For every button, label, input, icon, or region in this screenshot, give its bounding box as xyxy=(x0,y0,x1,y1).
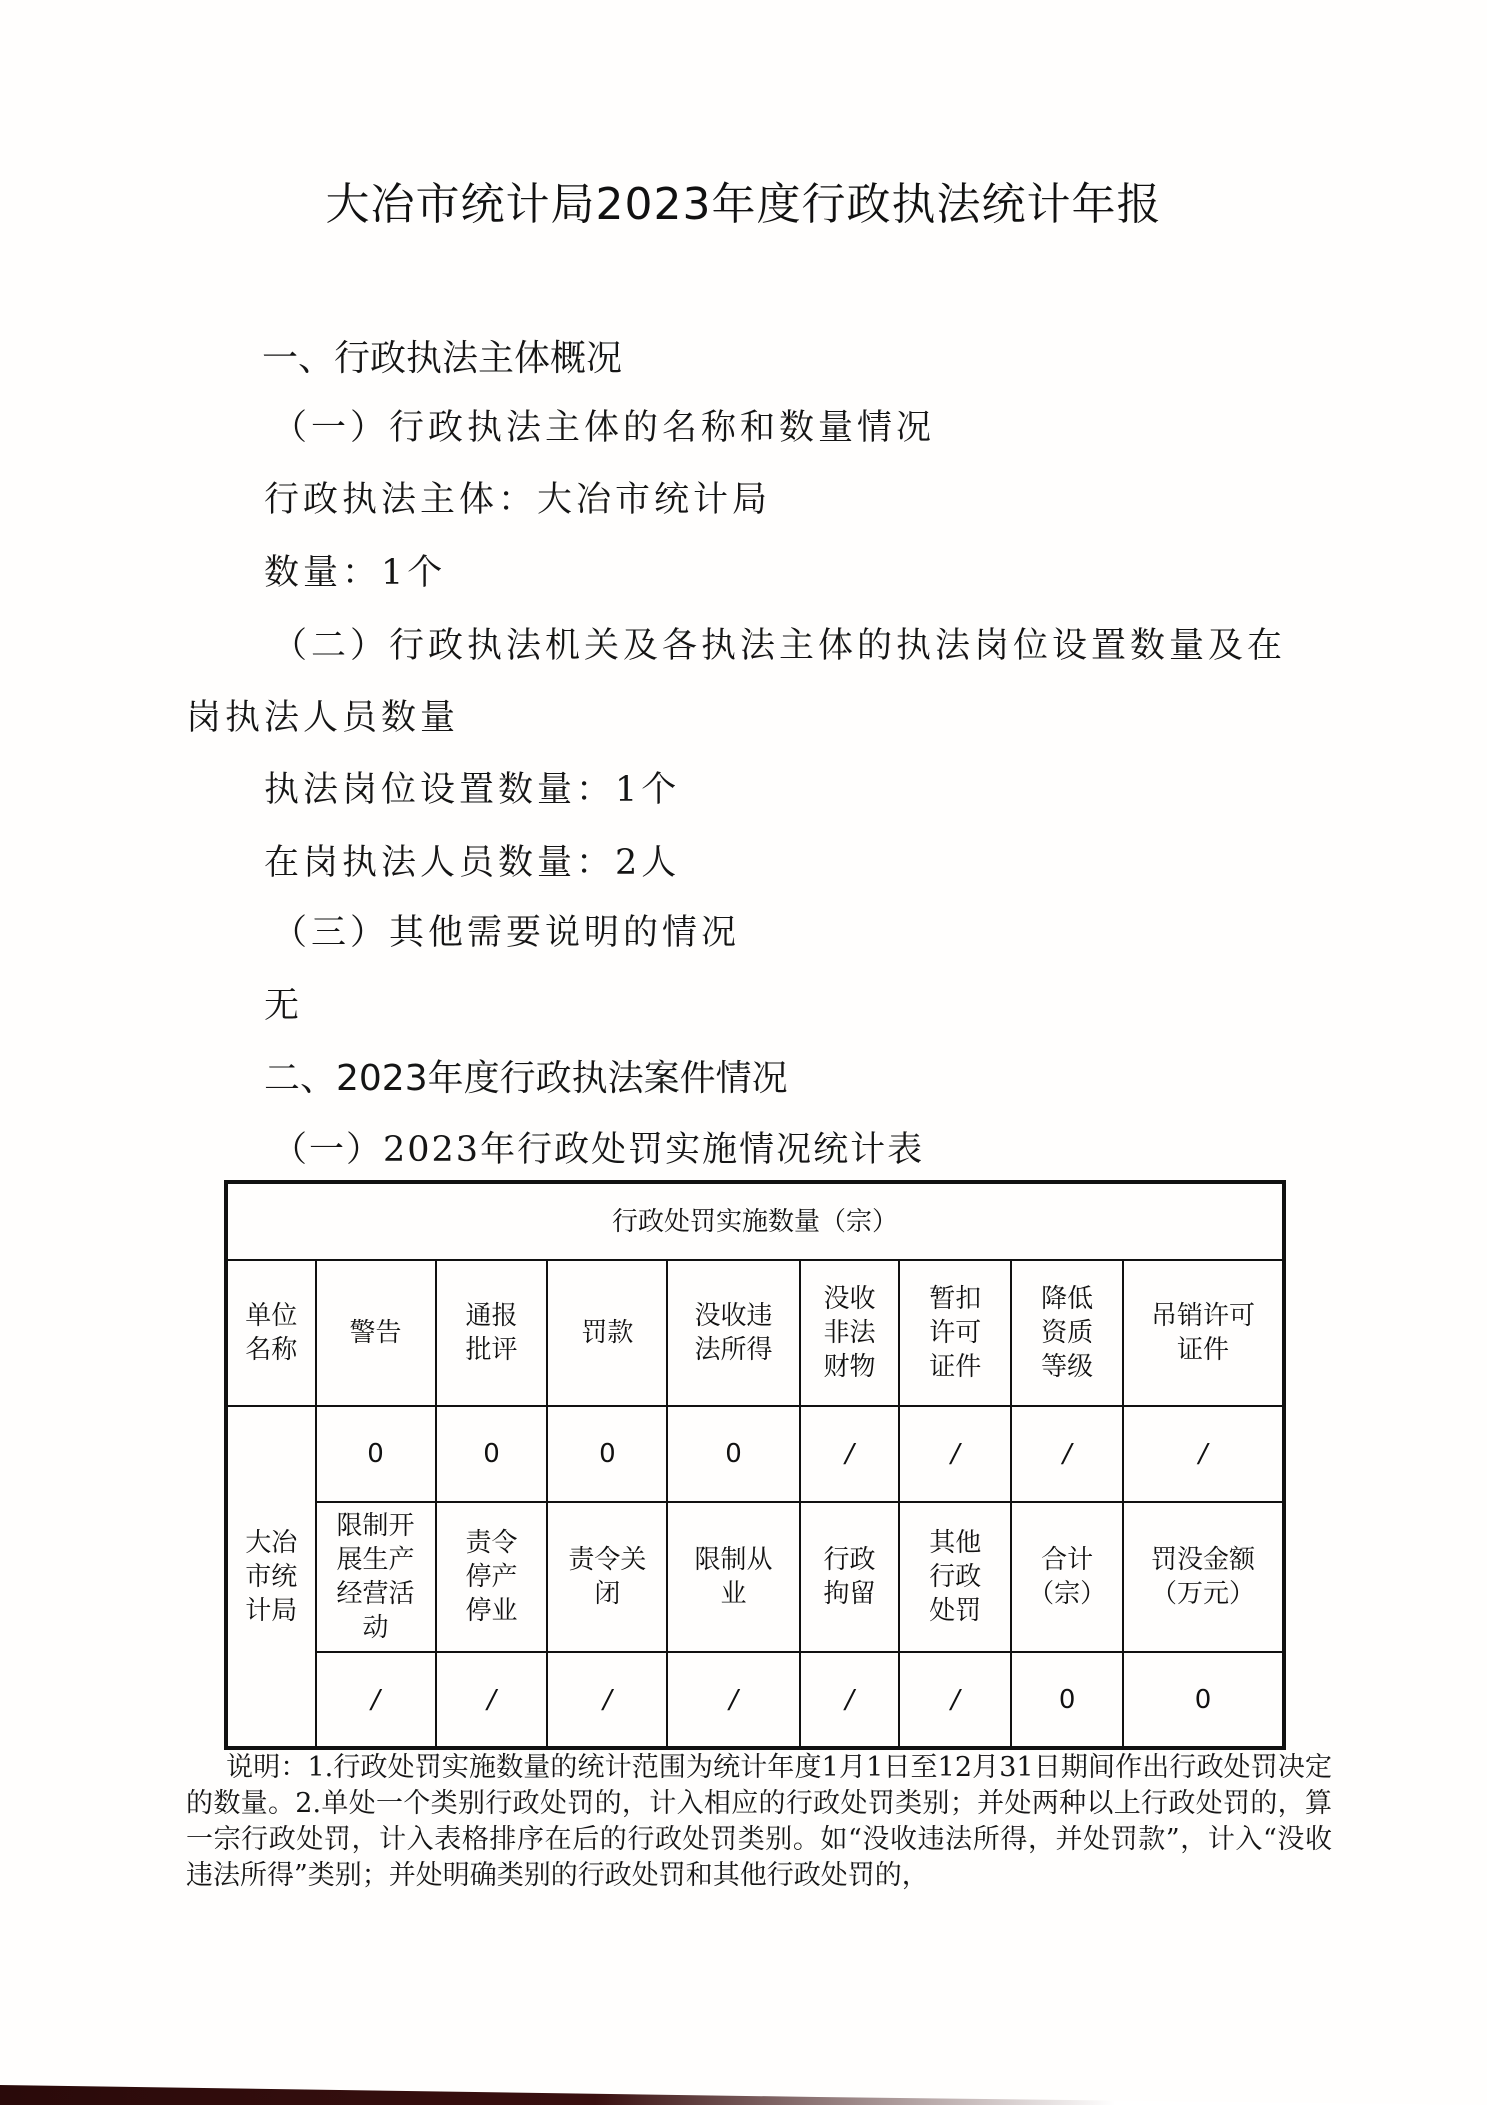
section2-sub1-heading: （一）2023年行政处罚实施情况统计表 xyxy=(272,1130,925,1170)
penalty-statistics-table xyxy=(224,1180,1286,1750)
notes-text: 说明：1.行政处罚实施数量的统计范围为统计年度1月1日至12月31日期间作出行政处罚决定的数量。2.单处一个类别行政处罚的，计入相应的行政处罚类别；并处两种以上行政处罚的，算一宗行政处罚，计入表格排序在后的行政处罚类别。如“没收违法所得，并处罚款”，计入“没收违法所得”类别；并处明确类别的行政处罚和其他行政处罚的， xyxy=(186,1752,1332,1891)
value-warning: 0 xyxy=(316,1406,436,1502)
header-notice-criticism: 通报 批评 xyxy=(436,1260,548,1406)
value-order-closure: / xyxy=(547,1652,667,1748)
header-warning: 警告 xyxy=(316,1260,436,1406)
table-caption: 行政处罚实施数量（宗） xyxy=(226,1182,1284,1260)
section1-sub3-content: 无 xyxy=(264,986,304,1026)
section1-sub3-heading: （三）其他需要说明的情况 xyxy=(272,913,741,953)
table-header-row xyxy=(226,1260,1284,1406)
header-suspend-license: 暂扣 许可 证件 xyxy=(899,1260,1011,1406)
header-total-cases: 合计 （宗） xyxy=(1011,1502,1123,1652)
posts-count-line: 执法岗位设置数量：1个 xyxy=(264,770,681,810)
value-administrative-detention: / xyxy=(800,1652,900,1748)
table-notes xyxy=(186,1750,1332,1894)
section1-sub2-heading-line2: 岗执法人员数量 xyxy=(186,698,460,738)
value-restrict-production: / xyxy=(316,1652,436,1748)
section1-sub2-heading-line1: （二）行政执法机关及各执法主体的执法岗位设置数量及在 xyxy=(272,626,1287,666)
unit-name-cell: 大冶 市统 计局 xyxy=(226,1406,316,1748)
value-restrict-employment: / xyxy=(667,1652,799,1748)
header-administrative-detention: 行政 拘留 xyxy=(800,1502,900,1652)
header-fine: 罚款 xyxy=(547,1260,667,1406)
table-row xyxy=(226,1652,1284,1748)
value-lower-qualification: / xyxy=(1011,1406,1123,1502)
table-header-row xyxy=(226,1502,1284,1652)
header-order-closure: 责令关 闭 xyxy=(547,1502,667,1652)
scan-edge-shadow xyxy=(0,2085,1487,2105)
value-notice-criticism: 0 xyxy=(436,1406,548,1502)
table-row xyxy=(226,1406,1284,1502)
header-confiscate-illegal-property: 没收 非法 财物 xyxy=(800,1260,900,1406)
header-order-suspension: 责令 停产 停业 xyxy=(436,1502,548,1652)
header-lower-qualification: 降低 资质 等级 xyxy=(1011,1260,1123,1406)
enforcement-subject-line: 行政执法主体：大冶市统计局 xyxy=(264,480,772,520)
subject-count-line: 数量：1个 xyxy=(264,553,447,593)
value-revoke-license: / xyxy=(1123,1406,1284,1502)
header-confiscate-illegal-gains: 没收违 法所得 xyxy=(667,1260,799,1406)
value-confiscate-illegal-gains: 0 xyxy=(667,1406,799,1502)
section1-heading: 一、行政执法主体概况 xyxy=(262,338,623,379)
header-restrict-production: 限制开 展生产 经营活 动 xyxy=(316,1502,436,1652)
section2-heading: 二、2023年度行政执法案件情况 xyxy=(264,1058,788,1099)
header-fine-amount: 罚没金额 （万元） xyxy=(1123,1502,1284,1652)
value-order-suspension: / xyxy=(436,1652,548,1748)
section1-sub1-heading: （一）行政执法主体的名称和数量情况 xyxy=(272,408,936,448)
value-total-cases: 0 xyxy=(1011,1652,1123,1748)
unit-name-header: 单位 名称 xyxy=(226,1260,316,1406)
value-suspend-license: / xyxy=(899,1406,1011,1502)
value-fine: 0 xyxy=(547,1406,667,1502)
header-revoke-license: 吊销许可 证件 xyxy=(1123,1260,1284,1406)
header-other-penalties: 其他 行政 处罚 xyxy=(899,1502,1011,1652)
value-other-penalties: / xyxy=(899,1652,1011,1748)
document-title: 大冶市统计局2023年度行政执法统计年报 xyxy=(325,179,1162,230)
value-fine-amount: 0 xyxy=(1123,1652,1284,1748)
staff-count-line: 在岗执法人员数量：2人 xyxy=(264,843,681,883)
value-confiscate-illegal-property: / xyxy=(800,1406,900,1502)
header-restrict-employment: 限制从 业 xyxy=(667,1502,799,1652)
